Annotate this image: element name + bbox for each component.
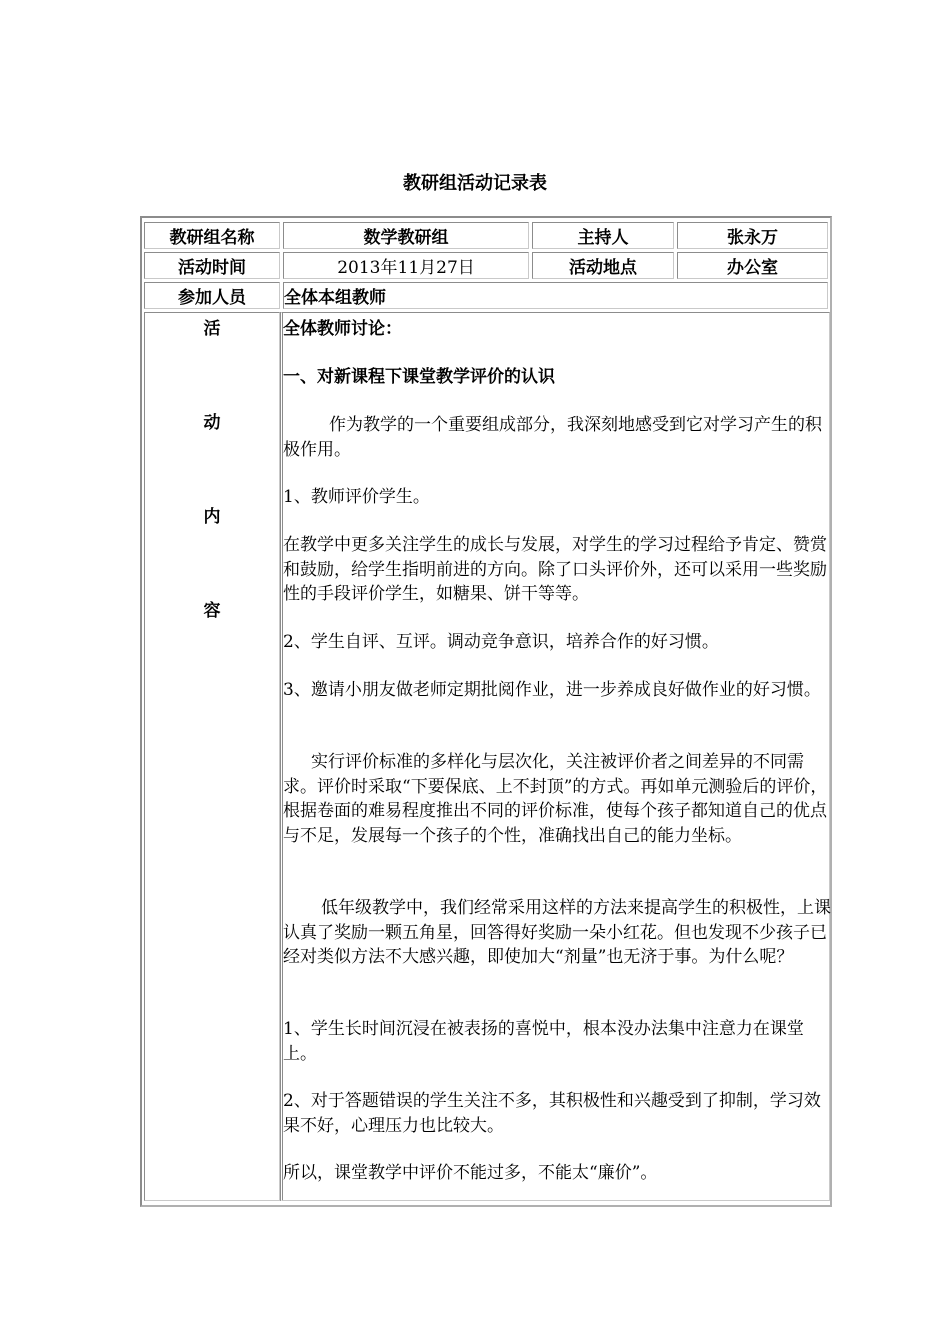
content-paragraph: 低年级教学中，我们经常采用这样的方法来提高学生的积极性，上课认真了奖励一颗五角星，回答得好奖励一朵小红花。但也发现不少孩子已经对类似方法不大感兴趣，即使加大“剂量”也无济于事。为什么呢？ — [283, 898, 831, 967]
host-value: 张永万 — [677, 222, 828, 249]
document-title: 教研组活动记录表 — [403, 173, 547, 194]
participants-label: 参加人员 — [144, 282, 280, 309]
activity-content-label-cell — [144, 312, 280, 1201]
activity-time-label: 活动时间 — [144, 252, 280, 279]
content-paragraph: 在教学中更多关注学生的成长与发展，对学生的学习过程给予肯定、赞赏和鼓励，给学生指明前进的方向。除了口头评价外，还可以采用一些奖励性的手段评价学生，如糖果、饼干等等。 — [283, 535, 827, 604]
content-paragraph: 2、对于答题错误的学生关注不多，其积极性和兴趣受到了抑制，学习效果不好，心理压力也比较大。 — [283, 1091, 821, 1136]
host-label: 主持人 — [532, 222, 674, 249]
participants-value: 全体本组教师 — [283, 282, 828, 309]
group-name-label: 教研组名称 — [144, 222, 280, 249]
activity-location-value: 办公室 — [677, 252, 828, 279]
content-paragraph: 1、学生长时间沉浸在被表扬的喜悦中，根本没办法集中注意力在课堂上。 — [283, 1019, 804, 1064]
activity-record-table — [140, 216, 832, 1207]
side-char-2: 动 — [203, 413, 221, 433]
activity-content-cell — [280, 312, 830, 1201]
content-paragraph: 实行评价标准的多样化与层次化，关注被评价者之间差异的不同需求。评价时采取“下要保底、上不封顶”的方式。再如单元测验后的评价，根据卷面的难易程度推出不同的评价标准，使每个孩子都知道自己的优点与不足，发展每一个孩子的个性，准确找出自己的能力坐标。 — [283, 752, 828, 846]
side-char-3: 内 — [203, 507, 221, 527]
content-paragraph: 3、邀请小朋友做老师定期批阅作业，进一步养成良好做作业的好习惯。 — [283, 680, 821, 700]
content-heading: 一、对新课程下课堂教学评价的认识 — [283, 367, 555, 387]
activity-time-value: 2013年11月27日 — [283, 252, 529, 279]
group-name-value: 数学教研组 — [283, 222, 529, 249]
activity-location-label: 活动地点 — [532, 252, 674, 279]
content-paragraph: 所以，课堂教学中评价不能过多，不能太“廉价”。 — [283, 1163, 658, 1183]
content-paragraph: 1、教师评价学生。 — [283, 487, 430, 507]
content-paragraph: 2、学生自评、互评。调动竞争意识，培养合作的好习惯。 — [283, 632, 719, 652]
content-paragraph: 作为教学的一个重要组成部分，我深刻地感受到它对学习产生的积极作用。 — [283, 415, 822, 460]
side-char-1: 活 — [203, 319, 221, 339]
side-char-4: 容 — [203, 601, 221, 621]
content-paragraph: 全体教师讨论： — [283, 319, 402, 339]
